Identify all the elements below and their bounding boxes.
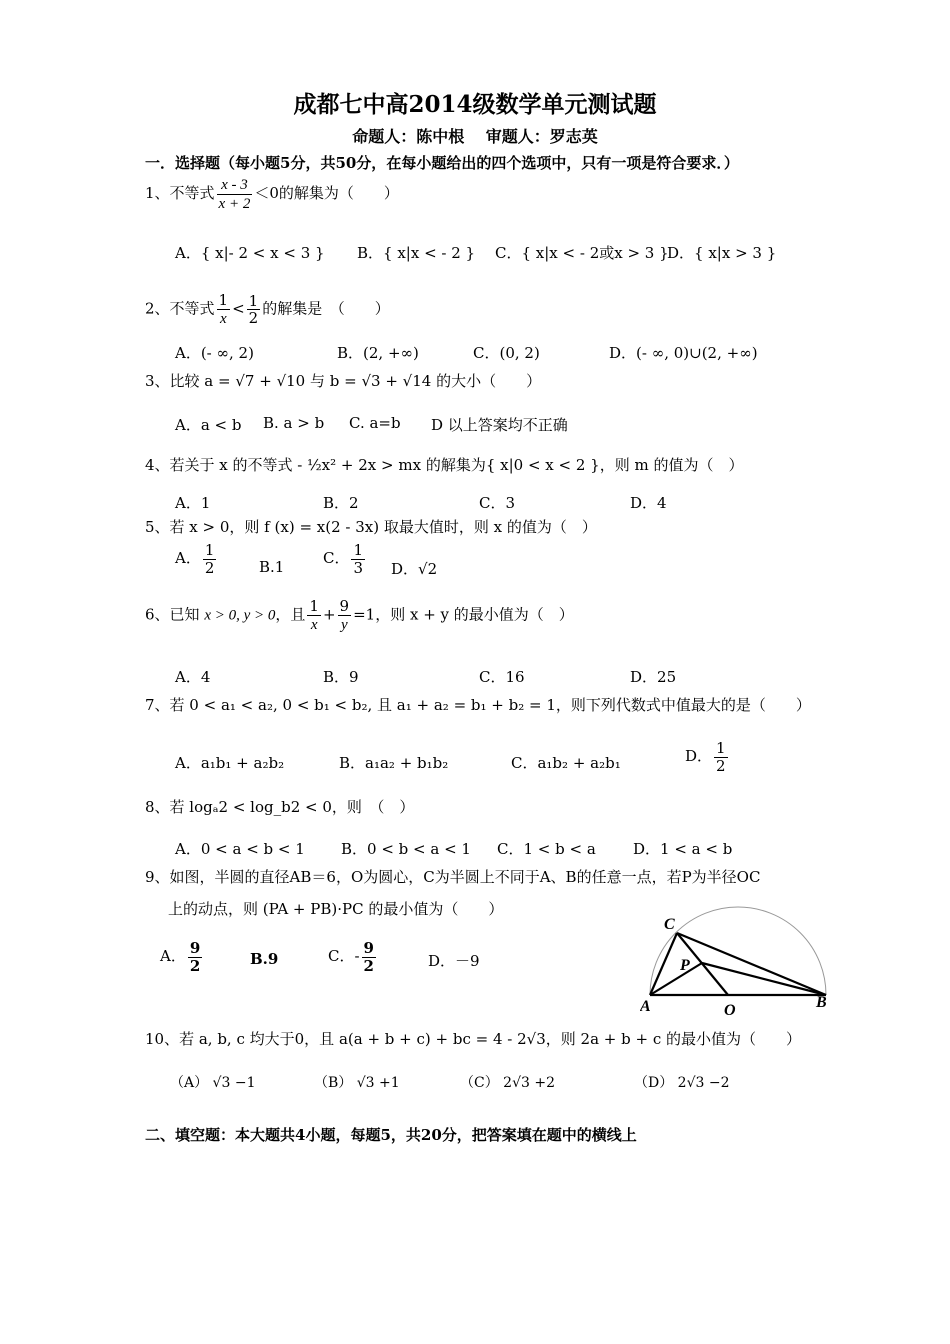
label-o: O: [724, 1002, 736, 1019]
q1-suffix: ＜0的解集为（ ）: [254, 184, 399, 202]
q6-option-a[interactable]: A．4: [175, 668, 211, 686]
q10-option-c[interactable]: （C） 2√3 +2: [460, 1075, 555, 1091]
q2-option-c[interactable]: C．(0, 2): [473, 344, 540, 362]
q5-option-d[interactable]: D．√2: [391, 560, 438, 578]
semicircle-arc: [650, 907, 826, 995]
q4-option-a[interactable]: A．1: [175, 494, 211, 512]
q5-options: [175, 542, 475, 588]
q4-option-d[interactable]: D．4: [630, 494, 667, 512]
question-10: 10、若 a, b, c 均大于0，且 a(a + b + c) + bc = 4 - 2√3，则 2a + b + c 的最小值为（ ）: [145, 1030, 801, 1048]
q9-option-c[interactable]: C．- $\frac{9}{2}$: [328, 939, 374, 975]
q2-relation: <: [232, 299, 245, 318]
q4-option-b[interactable]: B．2: [323, 494, 359, 512]
q1-option-a[interactable]: A．{ x|- 2 < x < 3 }: [175, 244, 325, 262]
q7-option-d[interactable]: D． $\frac{1}{2}$: [685, 739, 726, 775]
label-a: A: [640, 998, 651, 1015]
segment-pb: [702, 963, 826, 995]
q2-option-d[interactable]: D．(- ∞, 0)∪(2, +∞): [609, 344, 758, 362]
q6-option-b[interactable]: B．9: [323, 668, 359, 686]
page-title: 成都七中高2014级数学单元测试题: [293, 91, 657, 118]
q4-option-c[interactable]: C．3: [479, 494, 516, 512]
q2-options: [175, 342, 795, 364]
q9-option-d[interactable]: D．－9: [428, 952, 480, 970]
q6-condition: x > 0, y > 0: [204, 607, 276, 624]
q1-prefix: 1、不等式: [145, 184, 215, 202]
q10-option-d[interactable]: （D） 2√3 −2: [634, 1075, 730, 1091]
q5-option-c[interactable]: C． $\frac{1}{3}$: [323, 541, 364, 577]
q4-options: [175, 492, 695, 514]
semicircle-figure: [640, 905, 835, 1020]
q1-options: [175, 242, 775, 266]
q2-rhs-den: 2: [248, 309, 259, 327]
q9-option-a[interactable]: A． $\frac{9}{2}$: [160, 939, 201, 975]
question-7: 7、若 0 < a₁ < a₂, 0 < b₁ < b₂, 且 a₁ + a₂ = b₁ + b₂ = 1，则下列代数式中值最大的是（ ）: [145, 696, 811, 714]
q5-option-a[interactable]: A． $\frac{1}{2}$: [175, 541, 215, 577]
question-5: 5、若 x > 0，则 f (x) = x(2 - 3x) 取最大值时，则 x 的值为（ ）: [145, 518, 597, 536]
q2-option-b[interactable]: B．(2, +∞): [337, 344, 419, 362]
q9-options: [160, 940, 580, 986]
question-1: [145, 176, 399, 212]
q2-prefix: 2、不等式: [145, 299, 215, 318]
q1-option-d[interactable]: D．{ x|x > 3 }: [667, 244, 777, 262]
q6-prefix: 6、已知: [145, 605, 200, 624]
question-6: 6、已知 x > 0, y > 0，且 $\frac{1}{x}$ + $\frac{9}{y}$ =1，则 x + y 的最小值为（ ）: [145, 597, 574, 633]
q6-suffix: ，则 x + y 的最小值为（ ）: [375, 605, 574, 624]
question-2: [145, 292, 390, 327]
q7-option-c[interactable]: C．a₁b₂ + a₂b₁: [511, 754, 621, 772]
q2-rhs-num: 1: [248, 291, 259, 310]
q2-option-a[interactable]: A．(- ∞, 2): [175, 344, 254, 362]
q6-option-d[interactable]: D．25: [630, 668, 677, 686]
q3-option-c[interactable]: C. a=b: [349, 414, 401, 432]
authors-line: 命题人：陈中根 审题人：罗志英: [352, 127, 598, 146]
q8-option-d[interactable]: D．1 < a < b: [633, 840, 733, 858]
question-9-line-1: 9、如图，半圆的直径AB＝6，O为圆心，C为半圆上不同于A、B的任意一点，若P为半径OC: [145, 868, 761, 886]
q2-suffix: 的解集是 （ ）: [262, 299, 390, 318]
question-3: 3、比较 a = √7 + √10 与 b = √3 + √14 的大小（ ）: [145, 372, 542, 390]
question-9-line-2: 上的动点，则 (PA + PB)·PC 的最小值为（ ）: [168, 900, 504, 918]
q7-option-b[interactable]: B．a₁a₂ + b₁b₂: [339, 754, 449, 772]
q1-numerator: x - 3: [221, 177, 248, 193]
q3-options: [175, 414, 675, 436]
question-4: 4、若关于 x 的不等式 - ½x² + 2x > mx 的解集为{ x|0 < x < 2 }，则 m 的值为（ ）: [145, 456, 744, 474]
q8-option-b[interactable]: B．0 < b < a < 1: [341, 840, 471, 858]
q3-option-b[interactable]: B. a > b: [263, 414, 325, 432]
q2-lhs-den: x: [219, 310, 227, 327]
q10-option-b[interactable]: （B） √3 +1: [314, 1075, 400, 1091]
q7-options: [175, 740, 775, 788]
q1-denominator: x + 2: [218, 195, 251, 212]
q3-option-a[interactable]: A．a < b: [175, 416, 242, 434]
label-c: C: [664, 916, 675, 933]
q8-option-c[interactable]: C．1 < b < a: [497, 840, 596, 858]
q7-option-a[interactable]: A．a₁b₁ + a₂b₂: [175, 754, 285, 772]
q1-option-c[interactable]: C．{ x|x < - 2或x > 3 }: [495, 244, 669, 262]
q9-option-b[interactable]: B.9: [250, 950, 279, 968]
q10-option-a[interactable]: （A） √3 −1: [170, 1075, 256, 1091]
section-2-heading: 二、填空题：本大题共4小题，每题5，共20分，把答案填在题中的横线上: [145, 1126, 637, 1144]
q8-option-a[interactable]: A．0 < a < b < 1: [175, 840, 305, 858]
q3-option-d[interactable]: D 以上答案均不正确: [431, 416, 568, 434]
q8-options: [175, 838, 775, 862]
q5-option-b[interactable]: B.1: [259, 558, 285, 576]
q10-options: [170, 1072, 730, 1094]
q6-options: [175, 666, 695, 688]
q2-lhs-num: 1: [218, 291, 229, 309]
q6-option-c[interactable]: C．16: [479, 668, 525, 686]
label-p: P: [680, 957, 690, 974]
section-1-heading: 一．选择题（每小题5分，共50分，在每小题给出的四个选项中，只有一项是符合要求．）: [145, 154, 739, 172]
question-8: 8、若 logₐ2 < log_b2 < 0，则 （ ）: [145, 798, 415, 816]
q1-option-b[interactable]: B．{ x|x < - 2 }: [357, 244, 476, 262]
label-b: B: [816, 994, 827, 1011]
